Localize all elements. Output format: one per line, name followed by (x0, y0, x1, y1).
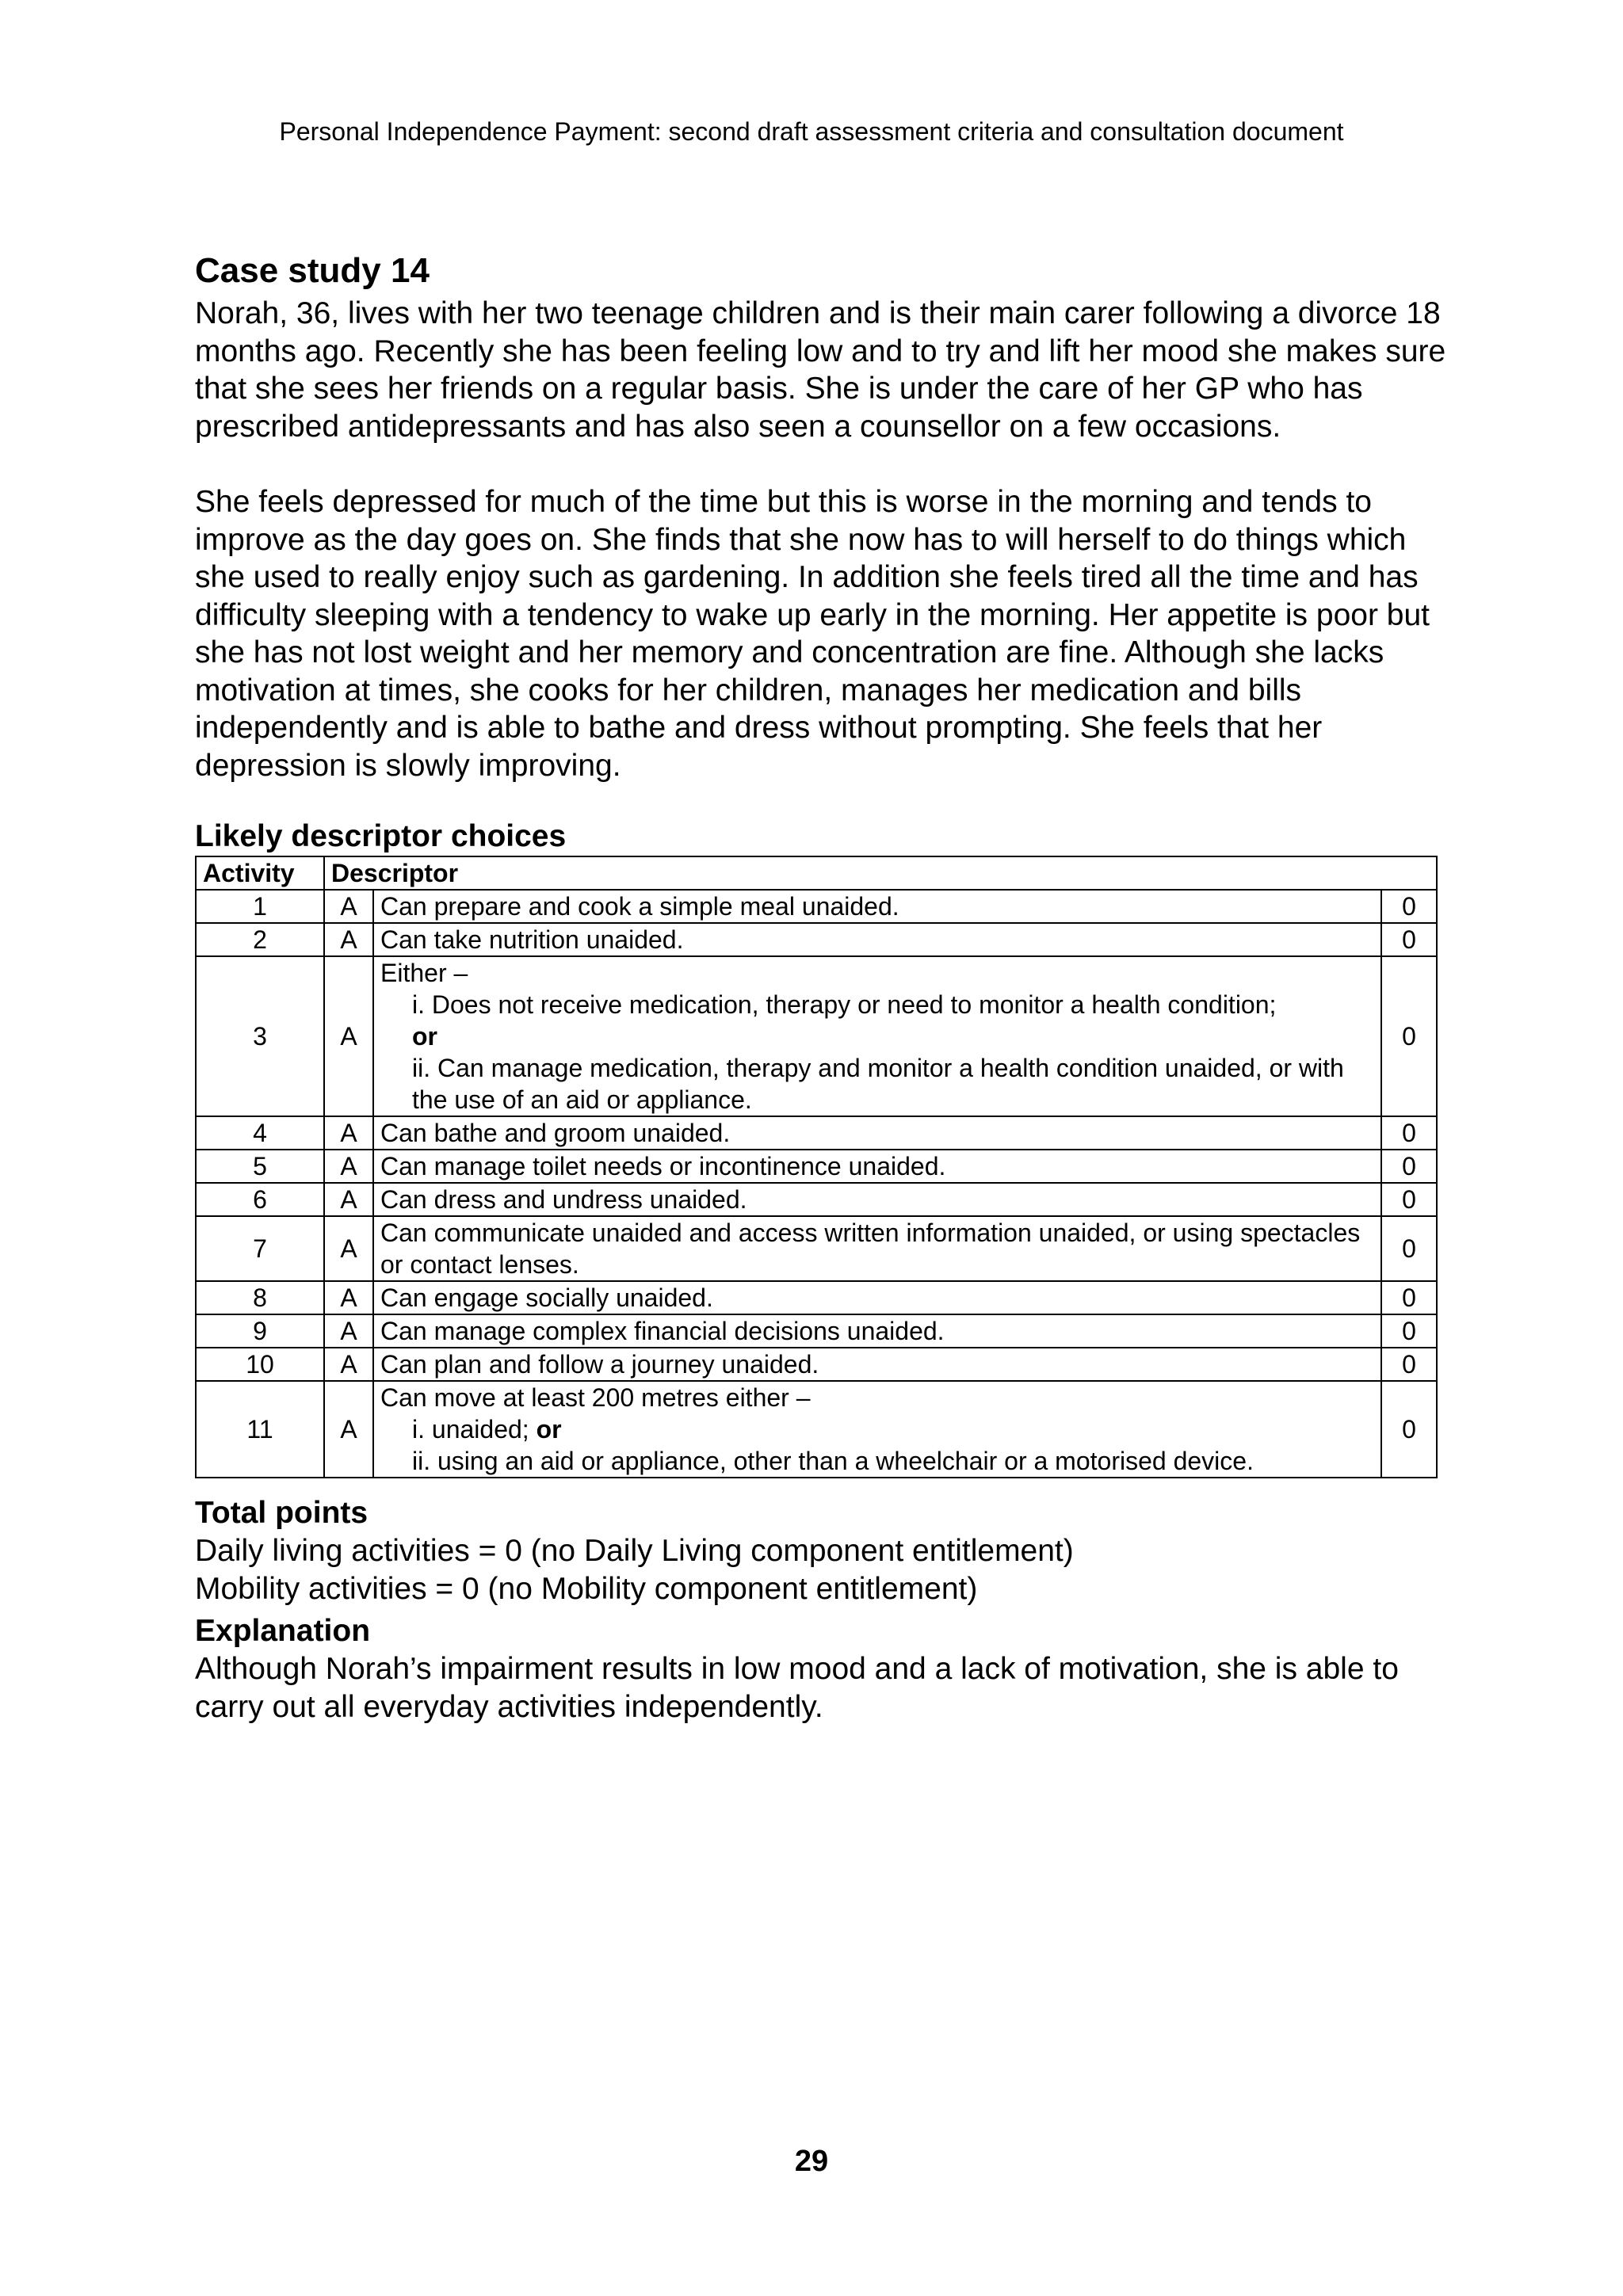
descriptor-letter: A (324, 890, 373, 923)
descriptor-text (373, 1381, 1381, 1478)
running-header: Personal Independence Payment: second draft assessment criteria and consultation document (279, 117, 1344, 146)
activity-number: 9 (196, 1314, 324, 1348)
activity-number: 11 (196, 1381, 324, 1478)
descriptor-or: or (412, 1022, 437, 1051)
activity-number: 8 (196, 1281, 324, 1314)
descriptor-points: 0 (1381, 890, 1437, 923)
descriptor-text: Can engage socially unaided. (373, 1281, 1381, 1314)
descriptor-points: 0 (1381, 1150, 1437, 1183)
activity-column-header: Activity (196, 856, 324, 890)
descriptor-letter: A (324, 1150, 373, 1183)
descriptor-text (373, 956, 1381, 1116)
activity-number: 2 (196, 923, 324, 956)
descriptor-lead: Either – (380, 959, 468, 987)
table-row (196, 1314, 1437, 1348)
descriptor-text: Can plan and follow a journey unaided. (373, 1348, 1381, 1381)
descriptor-option-2: ii. using an aid or appliance, other than a wheelchair or a motorised device. (412, 1447, 1254, 1475)
descriptor-letter: A (324, 923, 373, 956)
descriptor-points: 0 (1381, 1216, 1437, 1281)
activity-number: 5 (196, 1150, 324, 1183)
case-paragraph-1: Norah, 36, lives with her two teenage children and is their main carer following a divorce 18 months ago. Recently she has been feeling low and to try and lift her mood she makes sure that she sees her friends on a regular basis. She is under the care of her GP who has prescribed antidepressants and has also seen a counsellor on a few occasions. (195, 296, 1446, 444)
total-points-heading: Total points (195, 1496, 369, 1530)
descriptor-column-header: Descriptor (324, 856, 1437, 890)
daily-living-total: Daily living activities = 0 (no Daily Living component entitlement) (195, 1534, 1074, 1568)
page-number: 29 (794, 2145, 829, 2178)
descriptor-points: 0 (1381, 956, 1437, 1116)
descriptor-text: Can manage complex financial decisions unaided. (373, 1314, 1381, 1348)
descriptor-letter: A (324, 956, 373, 1116)
page-content (195, 247, 1447, 1726)
descriptor-letter: A (324, 1314, 373, 1348)
table-row (196, 923, 1437, 956)
descriptor-letter: A (324, 1381, 373, 1478)
table-row (196, 1216, 1437, 1281)
descriptor-text: Can communicate unaided and access written information unaided, or using spectacles or contact lenses. (373, 1216, 1381, 1281)
descriptor-letter: A (324, 1116, 373, 1150)
activity-number: 7 (196, 1216, 324, 1281)
descriptor-letter: A (324, 1216, 373, 1281)
descriptor-text: Can manage toilet needs or incontinence unaided. (373, 1150, 1381, 1183)
descriptor-option-1: i. Does not receive medication, therapy or need to monitor a health condition; (412, 990, 1277, 1019)
descriptor-points: 0 (1381, 1116, 1437, 1150)
descriptor-text: Can bathe and groom unaided. (373, 1116, 1381, 1150)
descriptor-letter: A (324, 1281, 373, 1314)
case-study-title: Case study 14 (195, 251, 430, 290)
descriptor-heading: Likely descriptor choices (195, 819, 567, 853)
table-header-row (196, 856, 1437, 890)
descriptor-points: 0 (1381, 1183, 1437, 1216)
descriptor-option-1 (380, 1413, 1374, 1445)
activity-number: 6 (196, 1183, 324, 1216)
descriptor-points: 0 (1381, 1281, 1437, 1314)
table-row (196, 956, 1437, 1116)
table-row (196, 1183, 1437, 1216)
table-row (196, 1381, 1437, 1478)
activity-number: 1 (196, 890, 324, 923)
activity-number: 3 (196, 956, 324, 1116)
descriptor-points: 0 (1381, 1314, 1437, 1348)
table-row (196, 890, 1437, 923)
descriptor-letter: A (324, 1348, 373, 1381)
activity-number: 4 (196, 1116, 324, 1150)
descriptor-text: Can prepare and cook a simple meal unaided. (373, 890, 1381, 923)
descriptor-text: Can dress and undress unaided. (373, 1183, 1381, 1216)
descriptor-lead: Can move at least 200 metres either – (380, 1383, 811, 1412)
table-row (196, 1348, 1437, 1381)
activity-number: 10 (196, 1348, 324, 1381)
descriptor-or: or (536, 1415, 562, 1444)
descriptor-table (195, 856, 1438, 1478)
mobility-total: Mobility activities = 0 (no Mobility component entitlement) (195, 1571, 978, 1606)
explanation-heading: Explanation (195, 1614, 371, 1648)
table-row (196, 1150, 1437, 1183)
descriptor-option-2: ii. Can manage medication, therapy and monitor a health condition unaided, or with the use of an aid or appliance. (412, 1054, 1344, 1114)
descriptor-text: Can take nutrition unaided. (373, 923, 1381, 956)
descriptor-points: 0 (1381, 923, 1437, 956)
descriptor-letter: A (324, 1183, 373, 1216)
explanation-text: Although Norah’s impairment results in low mood and a lack of motivation, she is able to carry out all everyday activities independently. (195, 1652, 1399, 1724)
option-1-text: i. unaided; (412, 1415, 529, 1444)
case-paragraph-2: She feels depressed for much of the time but this is worse in the morning and tends to improve as the day goes on. She finds that she now has to will herself to do things which she used to really enjoy such as gardening. In addition she feels tired all the time and has difficulty sleeping with a tendency to wake up early in the morning. Her appetite is poor but she has not lost weight and her memory and concentration are fine. Although she lacks motivation at times, she cooks for her children, manages her medication and bills independently and is able to bathe and dress without prompting. She feels that her depression is slowly improving. (195, 485, 1430, 783)
descriptor-points: 0 (1381, 1381, 1437, 1478)
table-row (196, 1281, 1437, 1314)
descriptor-points: 0 (1381, 1348, 1437, 1381)
table-row (196, 1116, 1437, 1150)
